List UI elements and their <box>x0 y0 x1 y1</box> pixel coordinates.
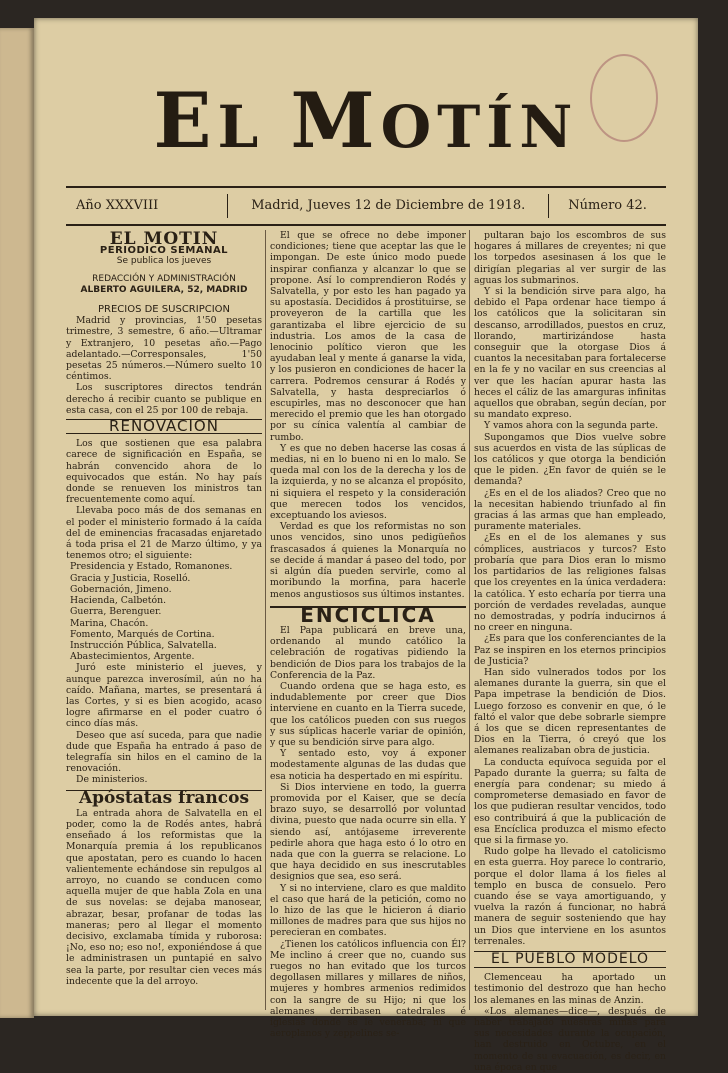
article-paragraph: ¿Es en el de los aliados? Creo que no la necesitan habiendo triunfado al fin gracias á las armas que han empleado, puramente materiales. <box>474 487 666 533</box>
article-paragraph: La entrada ahora de Salvatella en el poder, como la de Rodés antes, habrá enseñado á los reformistas que la Monarquía premia á los republicanos que apostatan, pero es cuando lo hacen valientemente echándose sin repulgos al arroyo, no cuando se conducen como aquella mujer de que habla Zola en una de sus novelas: se dejaba manosear, abrazar, besar, profanar de todas las maneras; pero al llegar el momento decisivo, exclamaba tímida y ruborosa: ¡No, eso no; eso no!, exponiéndose á que le administrasen un puntapié en salvo sea la parte, por resultar cien veces más indecente que la del arroyo. <box>66 807 262 987</box>
adjacent-page-edge <box>0 28 34 1018</box>
enciclica-heading: ENCICLICA <box>270 606 466 621</box>
article-paragraph: La conducta equívoca seguida por el Papado durante la guerra; su falta de energía para condenar; su miedo á comprometerse demasiado en favor de los que pudieran resultar vencidos, todo eso contribuirá á que la publicación de esa Encíclica produzca el mismo efecto que si la firmase yo. <box>474 756 666 846</box>
article-paragraph: Juró este ministerio el jueves, y aunque parezca inverosímil, aún no ha caído. Mañana, martes, se presentará á las Cortes, y si es bien acogido, acaso logre afirmarse en el poder cuatro ó cinco días más. <box>66 662 262 730</box>
article-paragraph: ¿Es para que los conferenciantes de la Paz se inspiren en los eternos principios de Justicia? <box>474 633 666 667</box>
minister-item: Instrucción Pública, Salvatella. <box>70 639 217 651</box>
subscription-prices: Madrid y provincias, 1'50 pesetas trimestre, 3 semestre, 6 año.—Ultramar y Extranjero, 10 pesetas año.—Pago adelantado.—Corresponsales, 1'50 pesetas 25 números.—Número suelto 10 céntimos. <box>66 315 262 383</box>
masthead-rule-bottom <box>66 224 666 226</box>
article-paragraph: ¿Es en el de los alemanes y sus cómplices, austriacos y turcos? Esto probaría que para Dios eran lo mismo los partidarios de las religiones falsas que los creyentes en la única verdadera: la católica. Y esto echaría por tierra una porción de verdades reveladas, aunque no demostradas, y podría inducirnos á no creer en ninguna. <box>474 532 666 634</box>
subscription-note: Los suscriptores directos tendrán derecho á recibir cuanto se publique en esta casa, con el 25 por 100 de rebaja. <box>66 382 262 416</box>
article-paragraph: Han sido vulnerados todos por los alemanes durante la guerra, sin que el Papa impetrase la bendición de Dios. Luego forzoso es convenir en que, ó le faltó el valor que debe sobrarle siempre á los que se dicen representantes de Dios en la Tierra, ó creyó que los alemanes realizaban obra de justicia. <box>474 666 666 757</box>
publication-frequency: Se publica los jueves <box>116 256 212 267</box>
issue-number: Número 42. <box>568 198 647 213</box>
article-paragraph: El Papa publicará en breve una, ordenando al mundo católico la celebración de rogativas pidiendo la bendición de Dios para los trabajos de la Conferencia de la Paz. <box>270 624 466 681</box>
article-paragraph: Y es que no deben hacerse las cosas á medias, ni en lo bueno ni en lo malo. Se queda mal con los de la derecha y los de la izquierda, y no se alcanza el propósito, ni siquiera el respeto y la consideración que merecen todos los vencidos, exceptuando los aviesos. <box>270 442 466 522</box>
minister-item: Presidencia y Estado, Romanones. <box>70 561 233 573</box>
article-paragraph: Y sentado esto, voy á exponer modestamente algunas de las dudas que esa noticia ha despertado en mi espíritu. <box>270 748 466 782</box>
ministers-list <box>66 561 262 662</box>
periodical-label: PERIODICO SEMANAL <box>99 245 229 257</box>
minister-item: Hacienda, Calbetón. <box>70 595 167 607</box>
article-paragraph: Y si no interviene, claro es que maldito el caso que hará de la petición, como no lo hizo de las que le hicieron á diario millones de madres para que sus hijos no perecieran en combates. <box>270 882 466 939</box>
article-paragraph: El que se ofrece no debe imponer condiciones; tiene que aceptar las que le impongan. De este único modo puede inspirar confianza y alcanzar lo que se propone. Así lo comprendieron Rodés y Salvatella, y por esto les han pagado ya su apostasía. Decididos á prostituirse, se proveyeron de la cartilla que les garantizaba el libre ejercicio de su industria. Los amos de la casa de lenocinio político vieron que les ayudaban leal y mente á ganarse la vida, y los pusieron en condiciones de hacer la carrera. Podremos censurar á Rodés y Salvatella, y hasta despreciarlos ó escupirles, mas no desconocer que han merecido el premio que les han otorgado por su cínica valentía al cambiar de rumbo. <box>270 230 466 443</box>
article-paragraph: Y vamos ahora con la segunda parte. <box>484 420 659 432</box>
apostatas-heading: Apóstatas francos <box>66 790 262 804</box>
article-paragraph: ¿Tienen los católicos influencia con Él? Me inclino á creer que no, cuando sus ruegos no han evitado que los turcos degollasen millares y millares de niños, mujeres y hombres armenios redimidos con la sangre de su Hijo; ni que los alemanes derribasen catedrales é iglesias donde se le veneraba; ni que aeroplanos y zeppelines se- <box>270 938 466 1040</box>
column-divider <box>265 230 266 1010</box>
dateline <box>66 190 666 222</box>
article-paragraph: Clemenceau ha aportado un testimonio del destrozo que han hecho los alemanes en las minas de Anzin. <box>474 972 666 1006</box>
article-paragraph: Llevaba poco más de dos semanas en el poder el ministerio formado á la caída del de eminencias fracasadas enjaretado á toda prisa el 21 de Marzo último, y ya tenemos otro; el siguiente: <box>66 505 262 562</box>
article-paragraph: Cuando ordena que se haga esto, es indudablemente por creer que Dios interviene en cuanto en la Tierra sucede, que los católicos pueden con sus ruegos y sus súplicas hacerle variar de opinión, y que su bendición sirve para algo. <box>270 680 466 748</box>
minister-item: Gobernación, Jimeno. <box>70 583 172 595</box>
issue-date: Madrid, Jueves 12 de Diciembre de 1918. <box>228 194 549 218</box>
pueblo-modelo-heading: EL PUEBLO MODELO <box>474 951 666 968</box>
article-paragraph: Y si la bendición sirve para algo, ha debido el Papa ordenar hace tiempo á los católicos que la solicitaran sin descanso, arrodillados, puestos en cruz, llorando, martirizándose hasta conseguir que la otorgase Dios á cuantos la necesitaban para fortalecerse en la fe y no vacilar en sus creencias al ver que les hacían apurar hasta las heces el cáliz de las amarguras infinitas aquellos que obraban, según decían, por su mandato expreso. <box>474 286 667 421</box>
renovacion-heading: RENOVACION <box>66 419 262 434</box>
minister-item: Gracia y Justicia, Roselló. <box>70 572 191 584</box>
article-paragraph: pultaran bajo los escombros de sus hogares á millares de creyentes; ni que los torpedos asesinasen á los que le dirigían plegarias al ver surgir de las aguas los submarinos. <box>474 230 666 286</box>
column-2 <box>270 230 466 1040</box>
article-paragraph: Verdad es que los reformistas no son unos vencidos, sino unos pedigüeños frascasados á quienes la Monarquía no se decide á mandar á paseo del todo, por si algún día pueden servirle, como al moribundo la morfina, para hacerle menos angustiosos sus últimos instantes. <box>270 521 466 600</box>
paper-name: EL MOTIN <box>109 229 219 249</box>
column-3 <box>474 230 667 1073</box>
office-title: REDACCIÓN Y ADMINISTRACIÓN <box>92 273 236 284</box>
minister-item: Fomento, Marqués de Cortina. <box>70 628 215 640</box>
column-1 <box>66 230 262 1015</box>
article-paragraph: Si Dios interviene en todo, la guerra promovida por el Kaiser, que se decía brazo suyo, se desarrolló por voluntad divina, puesto que nada ocurre sin ella. Y siendo así, antójaseme irreverente pedirle ahora que haga esto ó lo otro en nada que con la guerra se relacione. Lo que haya decidido en sus inescrutables designios que sea, eso será. <box>270 781 466 883</box>
article-paragraph: De ministerios. <box>76 774 148 786</box>
year-label: Año XXXVIII <box>66 194 228 218</box>
masthead-title: EL MOTÍN <box>153 76 579 165</box>
article-paragraph: Supongamos que Dios vuelve sobre sus acuerdos en vista de las súplicas de los católicos y que otorga la bendición que le piden. ¿En favor de quién se le demanda? <box>474 431 666 488</box>
article-paragraph: Los que sostienen que esa palabra carece de significación en España, se habrán convencido ahora de lo equivocados que están. No hay país donde se renueven los ministros tan frecuentemente como aquí. <box>66 438 262 506</box>
office-address: ALBERTO AGUILERA, 52, MADRID <box>80 284 248 295</box>
minister-item: Guerra, Berenguer. <box>70 606 162 618</box>
column-divider <box>469 230 470 1010</box>
article-paragraph: «Los alemanes—dice—, después de haber trabajado nuestras minas para sus necesidades durante la ocupación, han destruido en Octubre, en el momento de su evacuación, es decir, en una época en que <box>474 1005 666 1073</box>
masthead-rule-top <box>66 186 666 188</box>
subscription-title: PRECIOS DE SUSCRIPCION <box>97 304 231 316</box>
article-paragraph: Deseo que así suceda, para que nadie dude que España ha entrado á paso de telegrafía sin hilos en el camino de la renovación. <box>66 729 262 775</box>
minister-item: Marina, Chacón. <box>70 617 149 629</box>
minister-item: Abastecimientos, Argente. <box>70 651 195 663</box>
newspaper-page <box>34 18 698 1073</box>
article-paragraph: Rudo golpe ha llevado el catolicismo en esta guerra. Hoy parece lo contrario, porque el dolor llama á los fieles al templo en busca de consuelo. Pero cuando ése se vaya amortiguando, y vuelva la razón á funcionar, no habrá manera de seguir sosteniendo que hay un Dios que interviene en los asuntos terrenales. <box>474 846 666 947</box>
